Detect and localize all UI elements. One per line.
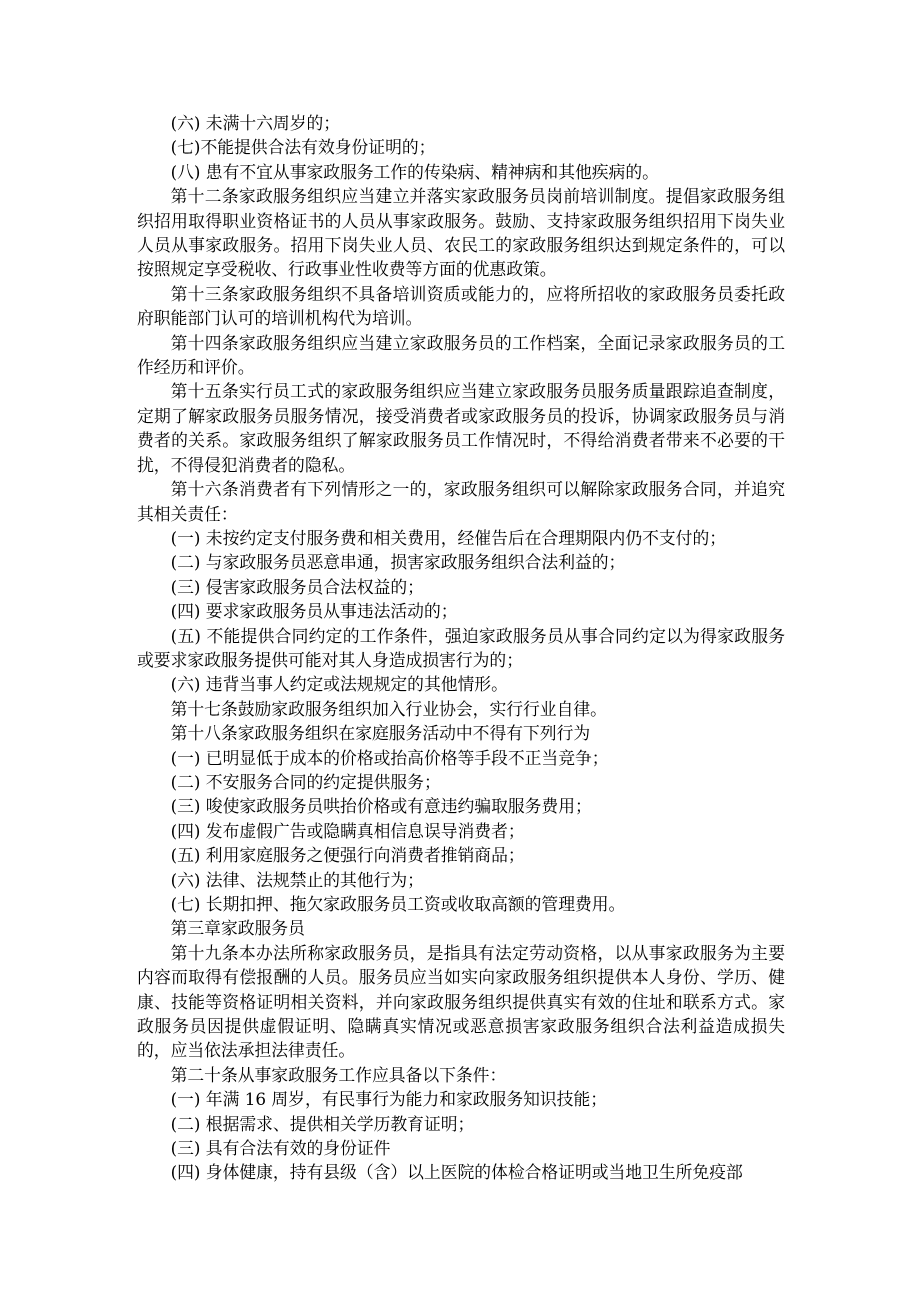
document-paragraph: 第二十条从事家政服务工作应具备以下条件：: [170, 1064, 507, 1085]
document-paragraph: (六) 法律、法规禁止的其他行为；: [170, 869, 424, 890]
document-paragraph: 第十五条实行员工式的家政服务组织应当建立家政服务员服务质量跟踪追查制度，定期了解家政服务员服务情况，接受消费者或家政服务员的投诉，协调家政服务员与消费者的关系。家政服务组织了解家政服务员工作情况时，不得给消费者带来不必要的干扰，不得侵犯消费者的隐私。: [137, 381, 785, 475]
document-paragraph: 第十八条家政服务组织在家庭服务活动中不得有下列行为: [170, 723, 591, 744]
document-paragraph: (二) 根据需求、提供相关学历教育证明；: [170, 1113, 475, 1134]
document-paragraph: (八) 患有不宜从事家政服务工作的传染病、精神病和其他疾病的。: [170, 161, 659, 182]
document-paragraph: (五) 利用家庭服务之便强行向消费者推销商品；: [170, 845, 525, 866]
document-paragraph: 第十六条消费者有下列情形之一的，家政服务组织可以解除家政服务合同，并追究其相关责任：: [137, 479, 785, 524]
document-paragraph: (四) 要求家政服务员从事违法活动的；: [170, 601, 458, 622]
document-paragraph: (二) 不安服务合同的约定提供服务；: [170, 771, 441, 792]
document-paragraph: (三) 唆使家政服务员哄抬价格或有意违约骗取服务费用；: [170, 796, 592, 817]
chapter-heading: 第三章家政服务员: [170, 918, 305, 939]
document-paragraph: 第十九条本办法所称家政服务员，是指具有法定劳动资格，以从事家政服务为主要内容而取得有偿报酬的人员。服务员应当如实向家政服务组织提供本人身份、学历、健康、技能等资格证明相关资料，并向家政服务组织提供真实有效的住址和联系方式。家政服务员因提供虚假证明、隐瞒真实情况或恶意损害家政服务组织合法利益造成损失的，应当依法承担法律责任。: [137, 942, 785, 1061]
document-paragraph: (二) 与家政服务员恶意串通，损害家政服务组织合法利益的；: [170, 552, 626, 573]
document-paragraph: (一) 年满 16 周岁，有民事行为能力和家政服务知识技能；: [170, 1089, 608, 1110]
document-paragraph: (七) 长期扣押、拖欠家政服务员工资或收取高额的管理费用。: [170, 894, 626, 914]
document-paragraph: (三) 具有合法有效的身份证件: [170, 1138, 391, 1159]
document-page: [137, 111, 785, 1185]
document-paragraph: (四) 身体健康，持有县级（含）以上医院的体检合格证明或当地卫生所免疫部: [170, 1162, 743, 1183]
document-paragraph: 第十三条家政服务组织不具备培训资质或能力的，应将所招收的家政服务员委托政府职能部门认可的培训机构代为培训。: [137, 283, 785, 329]
document-paragraph: 第十七条鼓励家政服务组织加入行业协会，实行行业自律。: [170, 698, 607, 719]
document-paragraph: (六) 未满十六周岁的；: [170, 113, 341, 133]
document-paragraph: (五) 不能提供合同约定的工作条件，强迫家政服务员从事合同约定以为得家政服务或要求家政服务提供可能对其人身造成损害行为的；: [137, 625, 785, 670]
document-paragraph: (三) 侵害家政服务员合法权益的；: [170, 576, 424, 597]
document-paragraph: (七)不能提供合法有效身份证明的；: [170, 137, 436, 158]
document-paragraph: (一) 未按约定支付服务费和相关费用，经催告后在合理期限内仍不支付的；: [170, 527, 727, 548]
document-paragraph: 第十四条家政服务组织应当建立家政服务员的工作档案，全面记录家政服务员的工作经历和评价。: [137, 332, 785, 378]
document-paragraph: (六) 违背当事人约定或法规规定的其他情形。: [170, 674, 508, 695]
document-paragraph: (四) 发布虚假广告或隐瞒真相信息误导消费者；: [170, 820, 525, 841]
document-paragraph: (一) 已明显低于成本的价格或抬高价格等手段不正当竞争；: [170, 747, 609, 768]
document-paragraph: 第十二条家政服务组织应当建立并落实家政服务员岗前培训制度。提倡家政服务组织招用取得职业资格证书的人员从事家政服务。鼓励、支持家政服务组织招用下岗失业人员从事家政服务。招用下岗失业人员、农民工的家政服务组织达到规定条件的，可以按照规定享受税收、行政事业性收费等方面的优惠政策。: [137, 186, 785, 280]
